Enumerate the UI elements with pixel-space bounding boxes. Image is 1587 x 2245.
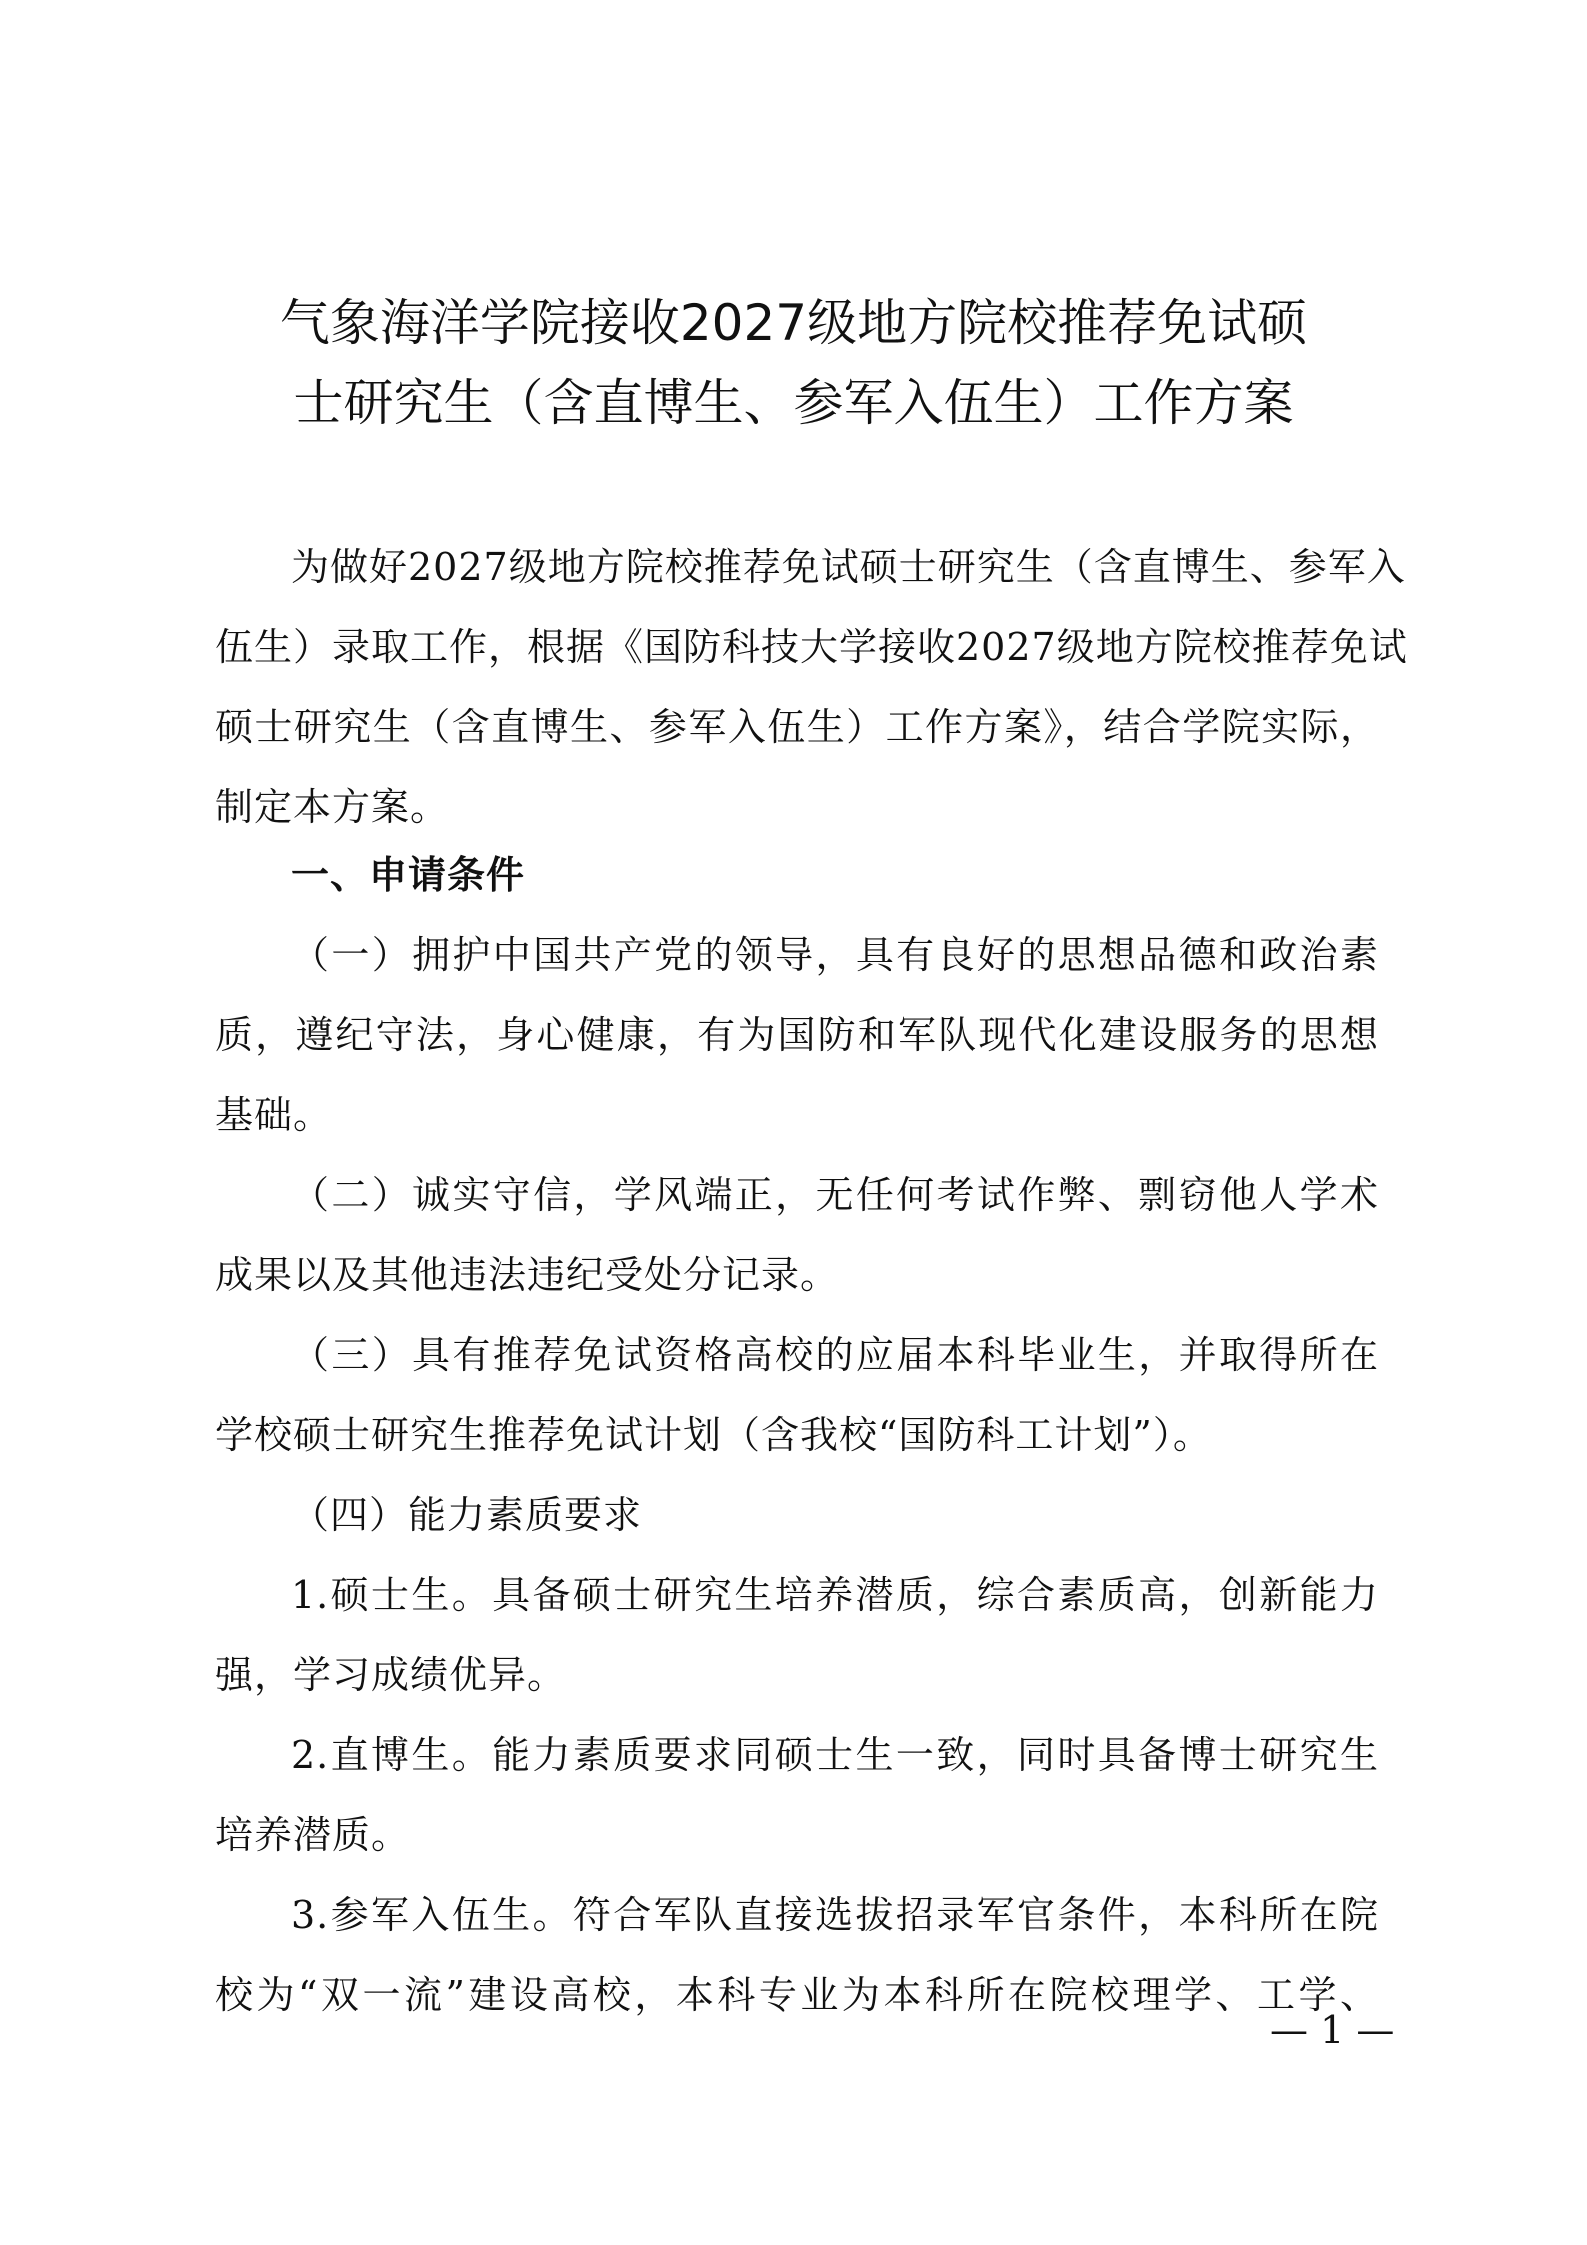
military-enlistment-requirement-line-2: 校为“双一流”建设高校，本科专业为本科所在院校理学、工学、 xyxy=(215,1973,1379,2017)
condition-2-line-1: （二）诚实守信，学风端正，无任何考试作弊、剽窃他人学术 xyxy=(291,1173,1379,1217)
intro-line-2: 伍生）录取工作，根据《国防科技大学接收2027级地方院校推荐免试 xyxy=(215,625,1408,669)
condition-3-line-2: 学校硕士研究生推荐免试计划（含我校“国防科工计划”）。 xyxy=(215,1413,1212,1457)
direct-phd-requirement-line-2: 培养潜质。 xyxy=(215,1813,411,1857)
intro-line-1: 为做好2027级地方院校推荐免试硕士研究生（含直博生、参军入 xyxy=(291,545,1406,589)
page-number: — 1 — xyxy=(1270,2008,1395,2052)
condition-2-line-2: 成果以及其他违法违纪受处分记录。 xyxy=(215,1253,840,1297)
condition-1-line-3: 基础。 xyxy=(215,1093,333,1137)
document-title-line-2: 士研究生（含直博生、参军入伍生）工作方案 xyxy=(293,374,1294,432)
military-enlistment-requirement-line-1: 3.参军入伍生。符合军队直接选拔招录军官条件，本科所在院 xyxy=(291,1893,1379,1937)
document-title-line-1: 气象海洋学院接收2027级地方院校推荐免试硕 xyxy=(279,294,1308,352)
condition-3-line-1: （三）具有推荐免试资格高校的应届本科毕业生，并取得所在 xyxy=(291,1333,1379,1377)
intro-line-3: 硕士研究生（含直博生、参军入伍生）工作方案》，结合学院实际， xyxy=(215,705,1379,749)
intro-line-4: 制定本方案。 xyxy=(215,785,450,829)
direct-phd-requirement-line-1: 2.直博生。能力素质要求同硕士生一致，同时具备博士研究生 xyxy=(291,1733,1379,1777)
master-requirement-line-2: 强，学习成绩优异。 xyxy=(215,1653,567,1697)
section-heading-application-conditions: 一、申请条件 xyxy=(291,853,526,897)
condition-1-line-2: 质，遵纪守法，身心健康，有为国防和军队现代化建设服务的思想 xyxy=(215,1013,1379,1057)
condition-1-line-1: （一）拥护中国共产党的领导，具有良好的思想品德和政治素 xyxy=(291,933,1379,977)
master-requirement-line-1: 1.硕士生。具备硕士研究生培养潜质，综合素质高，创新能力 xyxy=(291,1573,1379,1617)
condition-4-heading: （四）能力素质要求 xyxy=(291,1493,643,1537)
